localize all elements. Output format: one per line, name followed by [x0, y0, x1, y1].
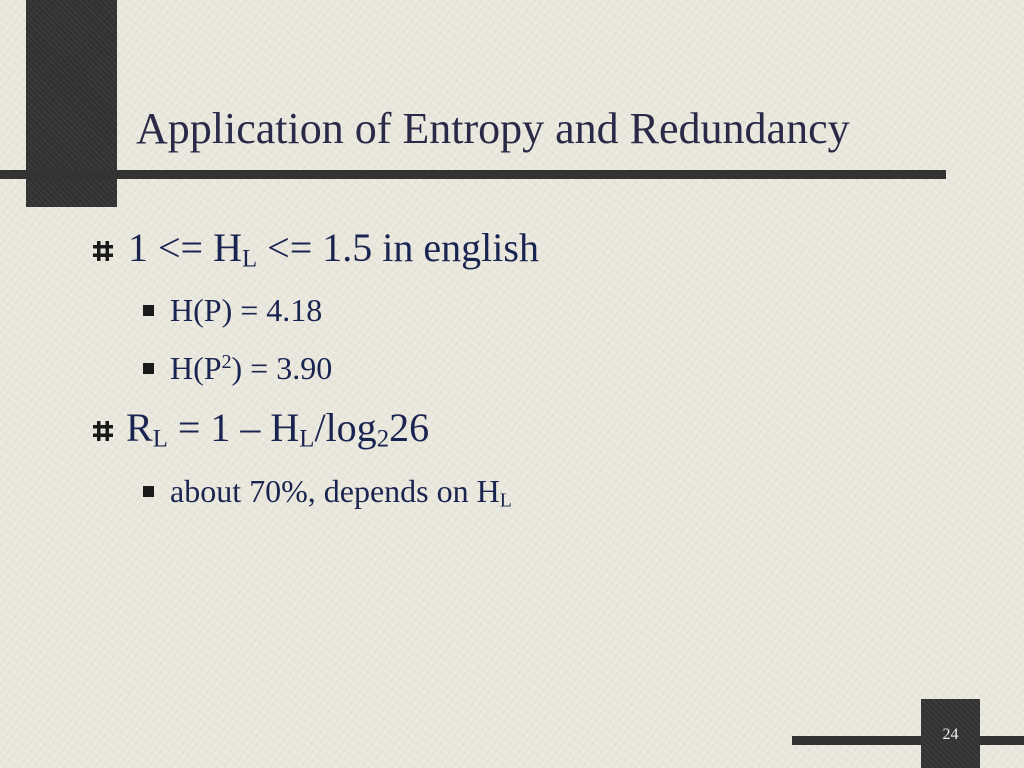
sub-bullet-h-p: H(P) = 4.18 [170, 292, 323, 328]
hash-bullet-icon [92, 240, 114, 262]
formula-equals-h: = 1 – H [167, 405, 300, 450]
slide-title: Application of Entropy and Redundancy [136, 104, 850, 153]
subscript-l: L [499, 489, 512, 512]
subscript-2: 2 [376, 425, 390, 453]
footer-rule [792, 736, 1024, 745]
title-underline-rule [0, 170, 946, 179]
sub-bullet-h-p-squared-suffix: ) = 3.90 [231, 350, 333, 386]
sub-bullet-h-p-squared [170, 348, 332, 388]
formula-26: 26 [389, 405, 430, 450]
bullet-entropy-range-prefix: 1 <= H [128, 225, 243, 270]
square-bullet-icon [143, 305, 154, 316]
square-bullet-icon [143, 363, 154, 374]
sub-bullet-about-70-text: about 70%, depends on H [170, 473, 500, 509]
formula-log: /log [314, 405, 377, 450]
sub-bullet-about-70 [170, 471, 512, 511]
formula-r: R [126, 405, 153, 450]
square-bullet-icon [143, 486, 154, 497]
bullet-entropy-range [128, 224, 539, 272]
bullet-redundancy-formula [126, 404, 429, 452]
superscript-2: 2 [221, 351, 232, 374]
subscript-l: L [152, 425, 168, 453]
hash-bullet-icon [92, 420, 114, 442]
page-number: 24 [942, 726, 959, 743]
subscript-l: L [242, 245, 258, 273]
bullet-entropy-range-suffix: <= 1.5 in english [257, 225, 539, 270]
subscript-l: L [299, 425, 315, 453]
sub-bullet-h-p-squared-prefix: H(P [170, 350, 222, 386]
